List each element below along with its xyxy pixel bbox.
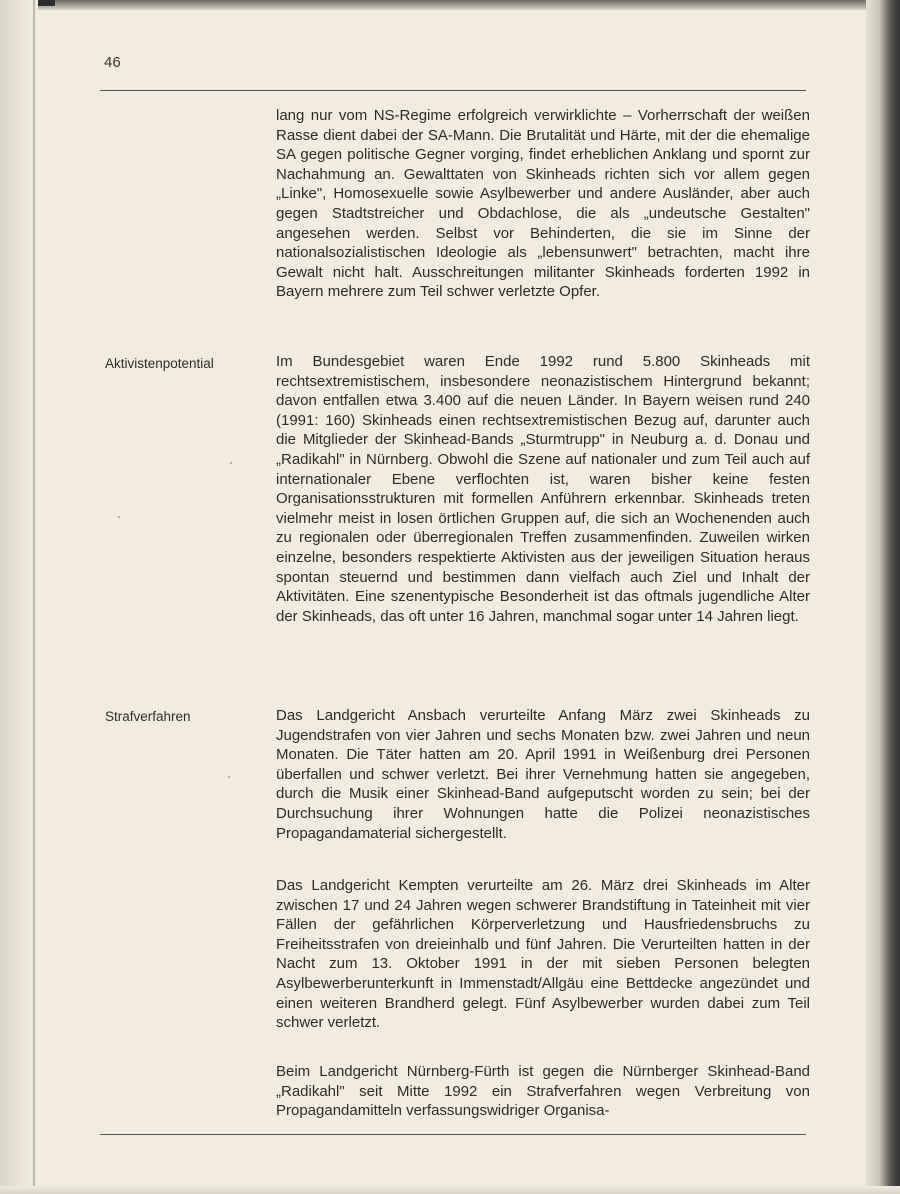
footer-rule — [100, 1134, 806, 1135]
scan-top-shadow — [0, 0, 900, 10]
scan-speck — [230, 462, 232, 464]
paragraph-5: Beim Landgericht Nürnberg-Fürth ist gegen die Nürnberger Skinhead-Band „Radikahl" seit Mitte 1992 ein Strafverfahren wegen Verbreitung von Propagandamitteln verfassungswidriger Organisa- — [276, 1063, 810, 1120]
margin-label-strafverfahren: Strafverfahren — [105, 709, 191, 724]
page-bottom-edge — [0, 1186, 900, 1194]
paragraph-3: Das Landgericht Ansbach verurteilte Anfang März zwei Skinheads zu Jugendstrafen von vier Jahren und sechs Monaten bzw. zwei Jahren und neun Monaten. Die Täter hatten am 20. April 1991 in Weißenburg drei Personen überfallen und schwer verletzt. Bei ihrer Vernehmung hatten sie angegeben, durch die Musik einer Skinhead-Band aufgeputscht worden zu sein; bei der Durchsuchung ihrer Wohnungen hatte die Polizei neonazistisches Propagandamaterial sichergestellt. — [276, 707, 810, 842]
scan-speck — [118, 516, 120, 518]
header-rule — [100, 90, 806, 91]
paragraph-1: lang nur vom NS-Regime erfolgreich verwirklichte – Vorherrschaft der weißen Rasse dient dabei der SA-Mann. Die Brutalität und Härte, mit der die ehemalige SA gegen politische Gegner vorging, findet erheblichen Anklang und spornt zur Nachahmung an. Gewalttaten von Skinheads richten sich vor allem gegen „Linke", Homosexuelle sowie Asylbewerber und andere Ausländer, aber auch gegen Stadtstreicher und Obdachlose, die als „undeutsche Gestalten" angesehen werden. Selbst vor Behinderten, die sie im Sinne der nationalsozialistischen Ideologie als „lebensunwert" betrachten, macht ihre Gewalt nicht halt. Ausschreitungen militanter Skinheads forderten 1992 in Bayern mehrere zum Teil schwer verletzte Opfer. — [276, 107, 810, 301]
page-number: 46 — [104, 54, 121, 71]
binding-line — [33, 0, 35, 1194]
margin-label-aktivistenpotential: Aktivistenpotential — [105, 356, 214, 371]
paragraph-2: Im Bundesgebiet waren Ende 1992 rund 5.800 Skinheads mit rechtsextremistischem, insbesondere neonazistischem Hintergrund bekannt; davon entfallen etwa 3.400 auf die neuen Länder. In Bayern weisen rund 240 (1991: 160) Skinheads einen rechtsextremistischen Bezug auf, darunter auch die Mitglieder der Skinhead-Bands „Sturmtrupp" in Neuburg a. d. Donau und „Radikahl" in Nürnberg. Obwohl die Szene auf nationaler und zum Teil auch auf internationaler Ebene verflochten ist, waren bisher keine festen Organisationsstrukturen mit formellen Anführern erkennbar. Skinheads treten vielmehr meist in losen örtlichen Gruppen auf, die sich an Wochenenden auch zu regionalen oder überregionalen Treffen zusammenfinden. Zuweilen wirken einzelne, besonders respektierte Aktivisten aus der jeweiligen Situation heraus spontan steuernd und bestimmen dann vielfach auch Ziel und Inhalt der Aktivitäten. Eine szenentypische Besonderheit ist das oftmals jugendliche Alter der Skinheads, das oft unter 16 Jahren, manchmal sogar unter 14 Jahren liegt. — [276, 353, 810, 625]
paragraph-4: Das Landgericht Kempten verurteilte am 26. März drei Skinheads im Alter zwischen 17 und 24 Jahren wegen schwerer Brandstiftung in Tateinheit mit vier Fällen der gefährlichen Körperverletzung und Hausfriedensbruchs zu Freiheitsstrafen von dreieinhalb und fünf Jahren. Die Verurteilten hatten in der Nacht zum 13. Oktober 1991 in der mit sieben Personen belegten Asylbewerberunterkunft in Immenstadt/Allgäu eine Bettdecke angezündet und einen weiteren Brandherd gelegt. Fünf Asylbewerber wurden dabei zum Teil schwer verletzt. — [276, 877, 810, 1032]
page-right-edge — [866, 0, 900, 1194]
scan-speck — [228, 776, 230, 778]
